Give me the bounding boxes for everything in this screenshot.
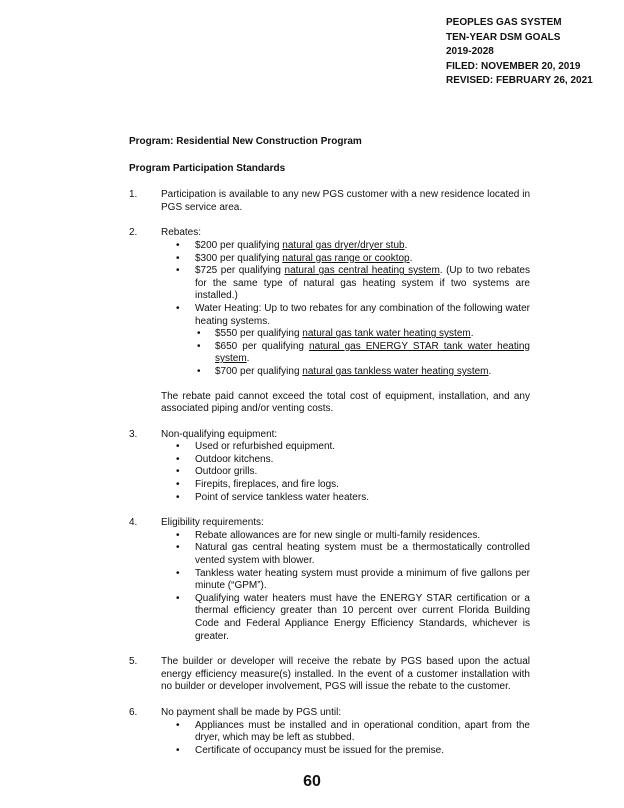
rebate-dryer-measure: natural gas dryer/dryer stub [282, 239, 405, 251]
list-item: • Qualifying water heaters must have the ENERGY STAR certification or a thermal efficiency greater than 10 percent over current Florida Building Code and Federal Appliance Energy Efficiency Standards, whichever is greater. [176, 592, 530, 642]
list-item: • Natural gas central heating system must be a thermostatically controlled vented system with blower. [176, 542, 530, 567]
list-item-2 [129, 227, 530, 415]
list-item-3 [129, 429, 530, 505]
item-number: 3. [129, 428, 138, 440]
header-revised-date: REVISED: FEBRUARY 26, 2021 [446, 75, 593, 87]
item-number: 4. [129, 517, 138, 529]
bullet-icon: • [176, 252, 180, 264]
rebate-dryer: • $200 per qualifying natural gas dryer/dryer stub. [176, 239, 408, 251]
item-number: 1. [129, 189, 138, 201]
list-item: • Rebate allowances are for new single or multi-family residences. [176, 529, 481, 541]
bullet-icon: • [176, 491, 180, 503]
item-number: 5. [129, 656, 138, 668]
list-item: • Outdoor kitchens. [176, 453, 274, 465]
list-item-1 [129, 189, 530, 214]
bullet-icon: • [176, 239, 180, 251]
bullet-icon: • [176, 529, 180, 541]
bullet-icon: • [176, 453, 180, 465]
standards-list [129, 189, 530, 757]
bullet-icon: • [176, 479, 180, 491]
item-lead: Eligibility requirements: [161, 517, 264, 529]
list-item: • Point of service tankless water heaters. [176, 491, 369, 503]
list-item: • Certificate of occupancy must be issued for the premise. [176, 744, 445, 756]
bullet-icon: • [176, 719, 180, 731]
rebate-range: • $300 per qualifying natural gas range or cooktop. [176, 252, 413, 264]
list-item: • Appliances must be installed and in operational condition, apart from the dryer, which may be left as stubbed. [176, 719, 530, 744]
header-filed-date: FILED: NOVEMBER 20, 2019 [446, 60, 581, 72]
header-plan: TEN-YEAR DSM GOALS [446, 31, 561, 43]
bullet-icon: • [176, 466, 180, 478]
program-title: Program: Residential New Construction Program [129, 136, 362, 147]
bullet-icon: • [176, 542, 180, 554]
bullet-icon: • [176, 567, 180, 579]
item-number: 2. [129, 227, 138, 239]
list-item: • Tankless water heating system must provide a minimum of five gallons per minute (“GPM”). [176, 567, 530, 592]
bullet-icon: • [176, 265, 180, 277]
bullet-icon: • [197, 340, 201, 352]
non-qualifying-list [161, 441, 530, 504]
header-company: PEOPLES GAS SYSTEM [446, 17, 562, 28]
bullet-icon: • [197, 365, 201, 377]
bullet-icon: • [176, 441, 180, 453]
page-number: 60 [303, 773, 321, 790]
bullet-icon: • [197, 328, 201, 340]
section-title: Program Participation Standards [129, 162, 286, 174]
item-number: 6. [129, 706, 138, 718]
rebate-heating-measure: natural gas central heating system [284, 265, 440, 277]
item-lead: No payment shall be made by PGS until: [161, 706, 342, 718]
item-text: The builder or developer will receive the rebate by PGS based upon the actual energy efficiency measure(s) installed. In the event of a customer installation with no builder or developer involvement, PGS will issue the rebate to the customer. [161, 656, 530, 693]
rebate-energy-star-water-heater: • $650 per qualifying natural gas ENERGY STAR tank water heating system. [197, 340, 530, 365]
list-item-4 [129, 517, 530, 643]
payment-conditions-list [161, 720, 530, 758]
bullet-icon: • [176, 302, 180, 314]
list-item-5 [129, 656, 530, 694]
rebate-water-heating: • Water Heating: Up to two rebates for any combination of the following water heating systems. • $550 per qualifying natural gas tank water heating system. • $650 per qualifying natural gas ENERGY STAR tank water heating system. • $700 per qualifying natural gas tankless water heating system. [176, 302, 530, 377]
list-item: • Firepits, fireplaces, and fire logs. [176, 479, 339, 491]
rebate-note: The rebate paid cannot exceed the total cost of equipment, installation, and any associated piping and/or venting costs. [161, 390, 530, 415]
bullet-icon: • [176, 744, 180, 756]
bullet-icon: • [176, 592, 180, 604]
list-item: • Outdoor grills. [176, 466, 258, 478]
rebate-list [161, 240, 530, 379]
item-text: Participation is available to any new PGS customer with a new residence located in PGS service area. [161, 189, 530, 213]
water-heating-list [195, 328, 530, 378]
document-body [129, 136, 530, 770]
rebate-range-measure: natural gas range or cooktop [282, 252, 410, 264]
list-item-6 [129, 707, 530, 757]
header-years: 2019-2028 [446, 46, 494, 58]
rebate-heating: • $725 per qualifying natural gas central heating system. (Up to two rebates for the same type of natural gas heating system if two systems are installed.) [176, 265, 530, 302]
item-lead: Rebates: [161, 227, 202, 239]
item-lead: Non-qualifying equipment: [161, 428, 278, 440]
eligibility-list [161, 530, 530, 643]
rebate-tank-water-heater: • $550 per qualifying natural gas tank water heating system. [197, 328, 474, 340]
filing-header [446, 16, 593, 89]
list-item: • Used or refurbished equipment. [176, 441, 336, 453]
rebate-tankless-water-heater: • $700 per qualifying natural gas tankless water heating system. [197, 365, 492, 377]
